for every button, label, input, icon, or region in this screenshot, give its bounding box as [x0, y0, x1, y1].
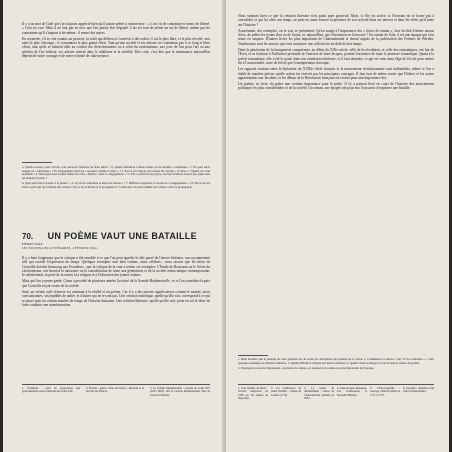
notes-rule	[238, 384, 434, 385]
footnote: 1. Quelle société, nous l'avons, tout renouver l'histoire au XXe siècle ? 2. Quelle définition Camus donne-t-il de stérilité « esthétique » ? En quoi est-il engagé en « idéologue » ? Et l'engagement dans les « époques comme la nôtre » ? 3. Est-ce par rapport aux causes du concept « la nôtre » ? Quelle est cette anomalie ? 4. Dans quel sens Camus admet-il le mot « liberté » dans l'« engagement » ? 5. Est-ce qu'il lui est propre, ou bien la liberté n'est-il pas. Quel sens lui donnait-il à leur ?	[22, 165, 210, 180]
bottom-note: 3. La Grande Mademoiselle : cousine de Louis XIV (1627-1693), dite la Grande Mademoiselle, fille de Gaston d'Orléans.	[150, 387, 210, 397]
bottom-note: 1. Une bataille de Brest : victoire remportée en 1796 par les armées de Napoléon.	[238, 387, 268, 400]
footnote-rule	[238, 355, 268, 356]
source: LES NOUVELLES LITTÉRAIRES, 2 FÉVRIER 1964.	[22, 245, 98, 250]
bottom-note: 1. Frondeurs : parti de l'opposition aux gouvernement sous la minorité de Louis XIV.	[22, 387, 80, 394]
paragraph: Seul, un certain style d'œuvre est commun à la réalité et au poème. Car il y a des œuvres significatives comme le monde, aussi convaincantes, susceptibles de naître, et d'autres qui ne le sont pas. Une création esthétique, quelle qu'elle soit, correspond à ce qui se passe pour un certain nombre de temps de l'histoire humaine. Une création littéraire, quelle qu'elle soit, porte en soi le désir de faire conduire une transformation.	[22, 290, 210, 307]
footnote: 1. Bien montrer que le premier de cette question est de toutes les disciplines des poèmes de la vérité. 2. Commenter la phrase « l'art vit de contrainte »... Citer quelques exemples de l'histoire littéraire. 3. Quelle définition critique de l'œuvre littéraire. 4. Quelle valeur politique à l'œuvre dans la nature du poème.	[238, 357, 434, 365]
paragraph: Il y a un mot de Gide que j'ai toujours apprécié bien qu'il puisse prêter à controverse : « L'art vit de contrainte et meurt de liberté. » Cela est vrai. Mais il ne faut pas en tirer que l'art puisse être dégradé. L'art est tout de même un art de liberté, même par les contraintes qu'il s'impose à lui-même : il meurt des autres.	[22, 22, 210, 35]
footnote: 5. Expliquer le sens de l'expression « les héros de roman » et analyser les poèmes les plus importants de l'époque.	[238, 366, 375, 371]
section-number: 70.	[22, 232, 34, 241]
right-page	[226, 0, 452, 452]
paragraph: Il y a bien longtemps que la critique a été sensible à ce que l'on peut appeler le rôle passé de l'œuvre littéraire, son rayonnement réel qui excède l'expression du temps. Quelques exemples sont bien connus, aussi célèbres : nous savons que les héros de Corneille doivent beaucoup aux Frondeurs ; que la critique de la cour a retenu ces exemples. L'Emile de Rousseau ou le Génie du christianisme, ont favorisé la naissance ou la consolidation de toute une génération, et de la société aristocratique contemporaine, le relâchement, la perte de la raison à la religion et à l'éducation des jeunes enfants.	[22, 256, 210, 278]
paragraph: Mais qui l'on y pense garde. Cinna a procédé de plusieurs années l'activité de la Grande Mademoiselle ; et si l'on considère la paix que Corneille reçoit certes de la société.	[22, 279, 210, 288]
section-heading	[22, 226, 222, 244]
left-body	[22, 256, 210, 309]
right-body	[238, 14, 434, 93]
left-footnotes	[22, 166, 210, 192]
paragraph: Assurément, des exemples, on le sait, se présentent. Qu'on songe à l'importance des « héros de roman », leur facilité d'attirer autour d'eux, de prêter les tyrans d'un ou de l'autre, et, aujourd'hui, qui s'éternisera en Goncourt ? Un roman de Zola, il est une époque qui s'est tenue en suspens. D'autres livres les plus importants de Chateaubriand et dressé auprès de la publication des Poèmes de Werther. Nombreuses sont les œuvres qui vont constituer une collectivité au-delà de leur temps.	[238, 28, 434, 46]
bottom-note: 4. Jean-Jacques Rousseau, Les Confessions, la Nouvelle Héloïse.	[337, 387, 367, 397]
footnote: 6. Quel sens faut-il donner à la phrase : « L'art vit de contrainte et meurt de liberté » ? 7. Définir et apprécier la notion de « l'engagement » ? 8. Est-ce de ses échecs qu'il naît de la liberté des artistes ? Est-ce de la liberté et la propagation ? 9. Dévoiler un parti nommé par Camus contre la propagande.	[22, 181, 210, 189]
paragraph: Les rapports existant entre la littérature du XVIIIe siècle français et la mouvement révolutionnaire sont indéniables, même si l'on a établi de manière précise quelle action fut exercée par les principaux ouvrages. Il faut tout de même savoir que Diderot et les autres appartenaient aux Jacobins, et les débats de la Révolution française est restent pour une importance des.	[238, 67, 434, 80]
section-title: UN POÈME VAUT UNE BATAILLE	[47, 231, 197, 241]
paragraph: En revanche, s'il se voit soumis au pouvoir, la voilà qui défiera et s'asservit à des ordres. L'art le plus libre, et le plus révolté, sera ainsi le plus classique ; il couronnera le plus grand effort. Tant qu'une société et ses artistes ne consentent pas à ce long et libre effort, tant qu'ils se laissent aller au confort des divertissements ou à celui du conformisme, aux jeux de l'art pour l'art ou aux prêches de l'art réaliste, ses artistes restent dans le nihilisme et la stérilité. Dire cela, c'est dire que la renaissance aujourd'hui dépend de notre courage et de notre volonté de clairvoyance.	[22, 36, 210, 59]
paragraph: Dans la génération de la bourgeoisie conquérante, au début du XIXe siècle, celle de la révolution, et celle des romantiques, ont fait de l'Ecrit, et sa fonction à l'influence profonde de l'univers de Jean-Jacques, portent l'existence de toute la jeunesse romantique. Quant à la poésie romantique, elle a été le gond, dans son orientation littéraire, et il faut attendre, ce qui est venu dans l'âge de l'école pour mettre fin à l'avancement, sorte de fièvre que l'enseignement classique.	[238, 48, 434, 65]
bottom-note: 2. Fronde : guerre civile en France ; Mazarin et la révolte des Princes.	[86, 387, 144, 394]
source-line	[22, 243, 210, 251]
bottom-note: 5. L'Encyclopédie : ouvrage collectif publié de 1751 à 1772.	[370, 387, 400, 397]
left-edge	[0, 0, 3, 452]
notes-rule	[22, 384, 210, 385]
footnote-rule	[22, 162, 52, 163]
bottom-note: 3. Le Génie du christianisme : œuvre de Chateaubriand publiée en 1802.	[304, 387, 334, 400]
author: PIERRE DAIX	[22, 242, 43, 246]
bottom-note: 6. Jacobins : membres d'un club révolutionnaire.	[403, 387, 434, 394]
paragraph: Un poème, en livre, n'a guère une certaine importance pour le poète. Il s'y a partout livré en cours de l'histoire des mouvements politiques les plus considérables et de la société. Un roman, une épopée ont pour eux le pouvoir d'exprimer une bataille.	[238, 82, 434, 91]
left-top-text	[22, 22, 210, 60]
paragraph: Nous sommes bien ce que la création littéraire n'est point pure passivité. Mais, si elle est active, si l'écrivain ne se borne pas à consolider ce qui lui offre son temps, ne peut-on aussi trouver la présence de son activité dans ses œuvres et dans les effets qu'il tente sur l'histoire ?	[238, 14, 434, 27]
bottom-note: 2. Les Souffrances du jeune Werther : roman de Goethe (1774).	[271, 387, 301, 397]
right-footnotes	[238, 358, 434, 373]
